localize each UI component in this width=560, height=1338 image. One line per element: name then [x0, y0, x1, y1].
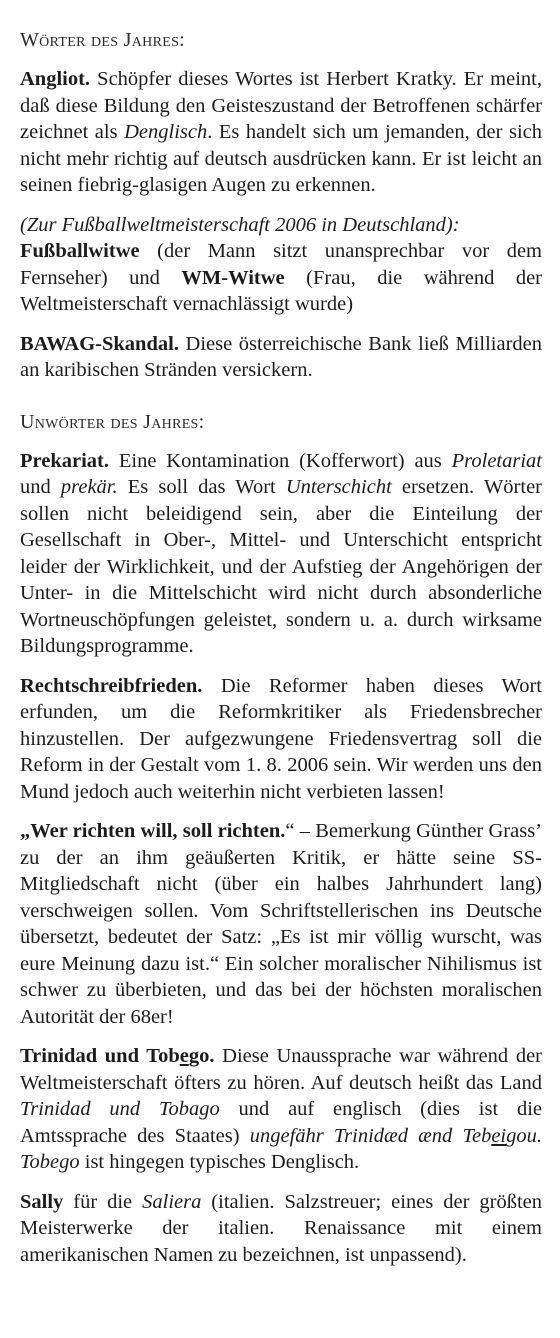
entry-term: Angliot.: [20, 68, 91, 90]
section-heading-non-words-of-year: Unwörter des Jahres:: [20, 410, 205, 433]
entry-term-part: go.: [188, 1045, 215, 1067]
entry-text: Es soll das Wort: [117, 476, 286, 498]
entry-term: [20, 1045, 214, 1067]
entry-text: (Frau, die während der Weltmeisterschaft vernachlässigt wurde): [20, 266, 543, 315]
entry-sally: [20, 1189, 542, 1269]
entry-text: ersetzen. Wörter sollen nicht beleidigend sein, aber die Einteilung der Gesellschaft in Ober-, Mittel- und Unterschicht entspricht leider der Wirklichkeit, und der Aufstieg der Angehörigen der Unter- in die Mittelschicht wird nicht durch absonderliche Wortneuschöpfungen geleistet, sondern u. a. durch wirksame Bildungsprogramme.: [20, 476, 542, 657]
entry-trinidad-und-tobego: [20, 1043, 542, 1176]
entry-text: Eine Kontamination (Kofferwort) aus: [109, 449, 452, 472]
entry-term-part: Trinidad und Tob: [20, 1045, 180, 1067]
entry-intro: (Zur Fußballweltmeisterschaft 2006 in Deutschland):: [20, 213, 460, 236]
entry-italic-term: Saliera: [142, 1190, 202, 1213]
entry-term-underlined-letter: e: [179, 1045, 189, 1067]
entry-angliot: [20, 66, 542, 199]
entry-term: Sally: [20, 1190, 64, 1213]
entry-italic-pronunciation: [250, 1125, 542, 1147]
entry-italic-term: Denglisch: [124, 121, 208, 143]
entry-text: Diese Unaussprache war während der Weltmeisterschaft öfters zu hören. Auf deutsch heißt das Land: [20, 1045, 542, 1094]
pronunciation-part: gou.: [506, 1124, 542, 1147]
entry-text: . Es handelt sich um jemanden, der sich nicht mehr richtig auf deutsch ausdrücken kann. Er ist leicht an seinen fiebrig-glasigen Augen zu erkennen.: [20, 121, 542, 196]
entry-text: (italien. Salzstreuer; eines der größten Meisterwerke der italien. Renaissance mit einem amerikanischen Namen zu bezeichnen, ist unpassend).: [20, 1190, 542, 1266]
entry-text: Diese österreichische Bank ließ Milliarden an karibischen Stränden versickern.: [20, 332, 542, 381]
entry-rechtschreibfrieden: [20, 673, 542, 806]
entry-term: BAWAG-Skandal.: [20, 332, 179, 355]
entry-term: Fußballwitwe: [20, 240, 140, 262]
pronunciation-underlined-letters: ei: [491, 1124, 507, 1147]
entry-text: Schöpfer dieses Wortes ist Herbert Kratky. Er meint, daß diese Bildung den Geisteszustand der Betroffenen schärfer zeichnet als: [20, 68, 542, 143]
entry-text: und: [20, 476, 61, 498]
entry-fussballwitwe: [20, 212, 542, 318]
entry-italic-term: Trinidad und Tobago: [20, 1098, 220, 1120]
pronunciation-part: ungefähr Trinidæd ænd Teb: [249, 1124, 492, 1147]
entry-term: „Wer richten will, soll richten.: [20, 820, 286, 842]
entry-term: Prekariat.: [20, 449, 109, 472]
entry-wer-richten-will: [20, 818, 542, 1030]
entry-text: “ – Bemerkung Günther Grass’ zu der an ihm geäußerten Kritik, er hätte seine SS-Mitgliedschaft nicht (über ein halbes Jahrhundert lang) verschweigen sollen. Vom Schriftstellerischen ins Deutsche übersetzt, bedeutet der Satz: „Es ist mir völlig wurscht, was eure Meinung dazu ist.“ Ein solcher moralischer Nihilismus ist schwer zu überbieten, und das bei der höchsten moralischen Autorität der 68er!: [20, 820, 543, 1028]
entry-italic-term: Unterschicht: [285, 476, 392, 498]
entry-text: (der Mann sitzt unansprechbar vor dem Fernseher) und: [20, 240, 542, 289]
entry-term-2: WM-Witwe: [181, 266, 285, 289]
entry-text: Die Reformer haben dieses Wort erfunden, um die Reformkritiker als Friedensbrecher hinzustellen. Der aufgezwungene Friedensvertrag soll die Reform in der Gestalt vom 1. 8. 2006 sein. Wir werden uns den Mund jedoch auch weiterhin nicht verbieten lassen!: [20, 674, 542, 803]
entry-text: ist hingegen typisches Denglisch.: [79, 1151, 360, 1173]
entry-italic-term: Tobego: [20, 1151, 80, 1173]
entry-term: Rechtschreibfrieden.: [20, 674, 203, 697]
entry-prekariat: [20, 448, 542, 660]
entry-text: für die: [63, 1190, 143, 1213]
entry-bawag: [20, 331, 542, 384]
section-heading-words-of-year: Wörter des Jahres:: [20, 29, 186, 51]
entry-text: und auf englisch (dies ist die Amtssprache des Staates): [20, 1098, 542, 1147]
entry-italic-term: prekär.: [60, 476, 118, 498]
entry-italic-term: Proletariat: [451, 449, 542, 472]
